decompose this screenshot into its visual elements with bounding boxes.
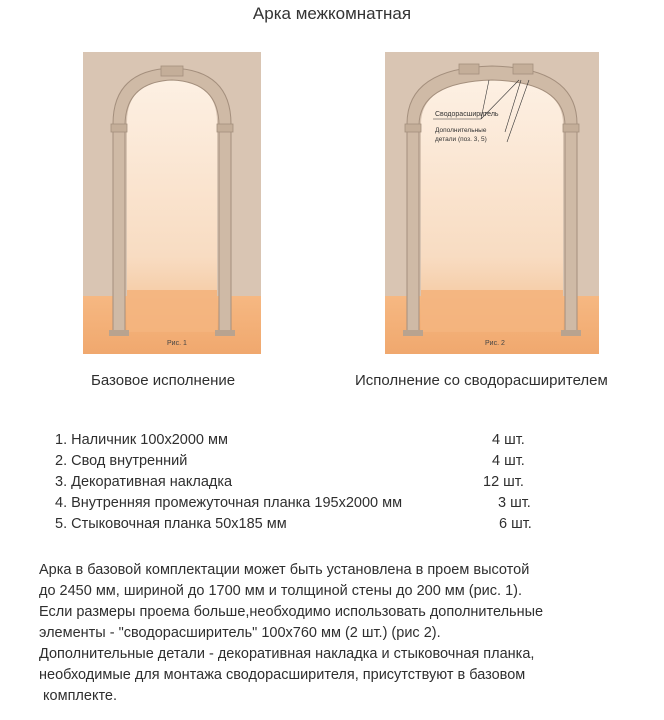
part-name: 4. Внутренняя промежуточная планка 195х2000 мм xyxy=(55,495,403,511)
part-name: 1. Наличник 100х2000 мм xyxy=(55,432,228,448)
floor-through-opening xyxy=(421,290,563,332)
figure-label: Рис. 1 xyxy=(167,340,187,347)
trim-joint-left xyxy=(405,124,421,132)
annotation-label-1: Сводорасширитель xyxy=(435,111,499,118)
description-line: необходимые для монтажа сводорасширителя, присутствуют в базовом xyxy=(39,667,526,683)
part-name: 5. Стыковочная планка 50х185 мм xyxy=(55,516,287,532)
part-qty: 3 шт. xyxy=(498,495,531,511)
figure-label: Рис. 2 xyxy=(485,340,505,347)
part-name: 2. Свод внутренний xyxy=(55,453,188,469)
parts-list-item xyxy=(55,472,555,493)
description-line: Арка в базовой комплектации может быть установлена в проем высотой xyxy=(39,562,530,578)
parts-list xyxy=(55,430,555,535)
base-left xyxy=(403,330,423,336)
arch-illustration-1 xyxy=(83,52,261,354)
base-right xyxy=(561,330,581,336)
floor-through-opening xyxy=(127,290,217,332)
caption-extended: Исполнение со сводорасширителем xyxy=(355,372,608,389)
description-line: до 2450 мм, шириной до 1700 мм и толщиной стены до 200 мм (рис. 1). xyxy=(39,583,522,599)
base-left xyxy=(109,330,129,336)
part-qty: 12 шт. xyxy=(483,474,524,490)
trim-joint-top-left xyxy=(459,64,479,74)
part-name: 3. Декоративная накладка xyxy=(55,474,233,490)
base-right xyxy=(215,330,235,336)
figure-1-arch-basic xyxy=(83,52,261,354)
part-qty: 4 шт. xyxy=(492,432,525,448)
description-line: комплекте. xyxy=(39,688,118,704)
trim-joint-top xyxy=(161,66,183,76)
description-line: элементы - "сводорасширитель" 100х760 мм (2 шт.) (рис 2). xyxy=(39,625,441,641)
page-title: Арка межкомнатная xyxy=(252,4,412,23)
annotation-label-2a: Дополнительные xyxy=(435,127,487,134)
description-paragraph xyxy=(39,560,659,707)
parts-list-item xyxy=(55,493,555,514)
parts-list-item xyxy=(55,514,555,535)
trim-joint-right xyxy=(563,124,579,132)
parts-list-item xyxy=(55,430,555,451)
part-qty: 4 шт. xyxy=(492,453,525,469)
annotation-label-2b: детали (поз. 3, 5) xyxy=(435,136,487,143)
description-line: Если размеры проема больше,необходимо использовать дополнительные xyxy=(39,604,544,620)
parts-list-item xyxy=(55,451,555,472)
figure-2-arch-extended xyxy=(385,52,599,354)
trim-joint-left xyxy=(111,124,127,132)
trim-joint-right xyxy=(217,124,233,132)
arch-illustration-2 xyxy=(385,52,599,354)
trim-joint-top-right xyxy=(513,64,533,74)
caption-basic: Базовое исполнение xyxy=(91,372,236,389)
description-line: Дополнительные детали - декоративная накладка и стыковочная планка, xyxy=(39,646,535,662)
part-qty: 6 шт. xyxy=(499,516,532,532)
